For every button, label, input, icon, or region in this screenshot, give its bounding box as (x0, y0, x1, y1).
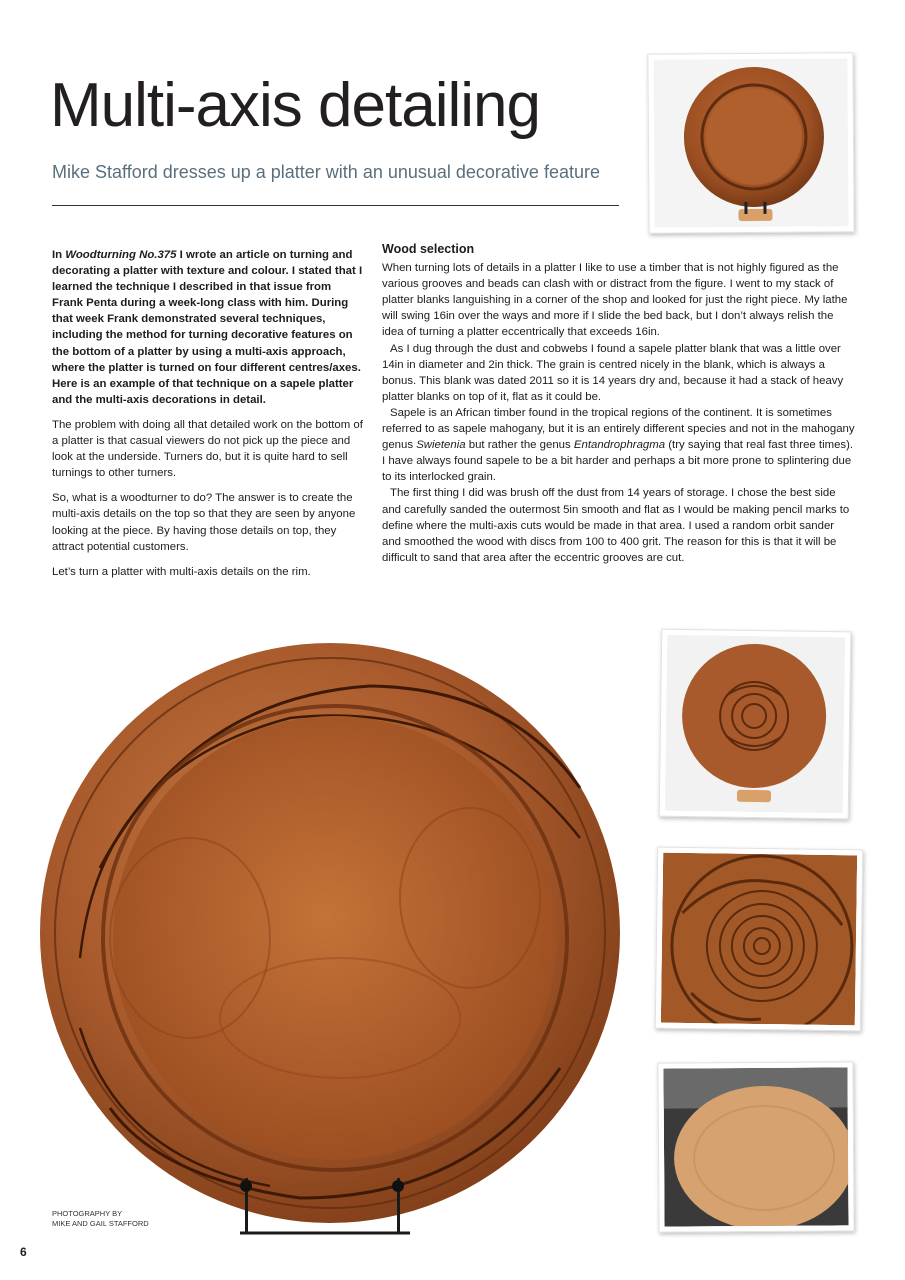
article-subtitle: Mike Stafford dresses up a platter with an unusual decorative feature (52, 162, 600, 182)
main-platter-image (40, 638, 630, 1240)
body-paragraph: So, what is a woodturner to do? The answer is to create the multi-axis details on the top so that they are seen by anyone looking at the piece. By having those details on top, they attract potential customers. (52, 492, 356, 553)
intro-paragraph: In Woodturning No.375 I wrote an article on turning and decorating a platter with texture and colour. I stated that I learned the technique I described in that issue from Frank Penta during a week-long class with him. During that week Frank demonstrated several techniques, including the method for turning decorative features on the bottom of a platter by using a multi-axis approach, where the platter is turned on four different centres/axes. Here is an example of that technique on a sapele platter and the multi-axis decorations in detail. (52, 249, 363, 406)
body-paragraph: Let’s turn a platter with multi-axis details on the rim. (52, 565, 311, 578)
platter-on-stand-photo (647, 52, 854, 233)
page-number: 6 (20, 1245, 27, 1259)
body-paragraph: As I dug through the dust and cobwebs I found a sapele platter blank that was a little over 14in in diameter and 2in thick. The grain is centred nicely in the blank, which is always a bonus. This blank was dated 2011 so it is 14 years dry and, because it had a stack of heavy platter blanks on top of it, flat as it could be. (382, 342, 844, 403)
body-paragraph: Sapele is an African timber found in the tropical regions of the continent. It is sometimes referred to as sapele mahogany, but it is an entirely different species and not in the mahogany genus Swietenia but rather the genus Entandrophragma (try saying that real fast three times). I have always found sapele to be a bit harder and perhaps a bit more prone to splintering due to its interlocked grain. (382, 406, 855, 484)
header-divider (52, 205, 619, 206)
body-paragraph: The problem with doing all that detailed work on the bottom of a platter is that casual viewers do not pick up the piece and look at the underside. Turners do, but it is quite hard to sell turnings to other turners. (52, 418, 363, 480)
carving-closeup-image (661, 853, 857, 1026)
platter-underside-photo (659, 629, 852, 820)
section-heading: Wood selection (382, 242, 475, 256)
body-paragraph: When turning lots of details in a platter I like to use a timber that is not highly figured as the various grooves and beads can clash with or distract from the figure. I went to my stack of platter blanks languishing in a corner of the shop and looked for just the right piece. My lathe will swing 16in over the ways and more if I slide the bed back, but I don’t always relish the idea of turning a platter eccentrically that exceeds 16in. (382, 262, 848, 339)
platter-underside-image (665, 635, 845, 813)
platter-on-stand-image (653, 58, 848, 227)
sanded-blank-image (663, 1067, 848, 1226)
body-paragraph: The first thing I did was brush off the dust from 14 years of storage. I chose the best side and carefully sanded the outermost 5in smooth and flat as I would be making pencil marks to define where the multi-axis cuts would be made in that area. I used a random orbit sander and smoothed the wood with discs from 100 to 400 grit. The reason for this is that it will be difficult to sand that area after the eccentric grooves are cut. (382, 487, 850, 564)
wood-selection-column (382, 241, 856, 566)
carving-closeup-photo (655, 847, 864, 1032)
article-title: Multi-axis detailing (50, 71, 540, 140)
intro-column (52, 247, 364, 589)
photo-credit: PHOTOGRAPHY BY MIKE AND GAIL STAFFORD (52, 1209, 149, 1228)
sanded-blank-photo (657, 1061, 854, 1232)
